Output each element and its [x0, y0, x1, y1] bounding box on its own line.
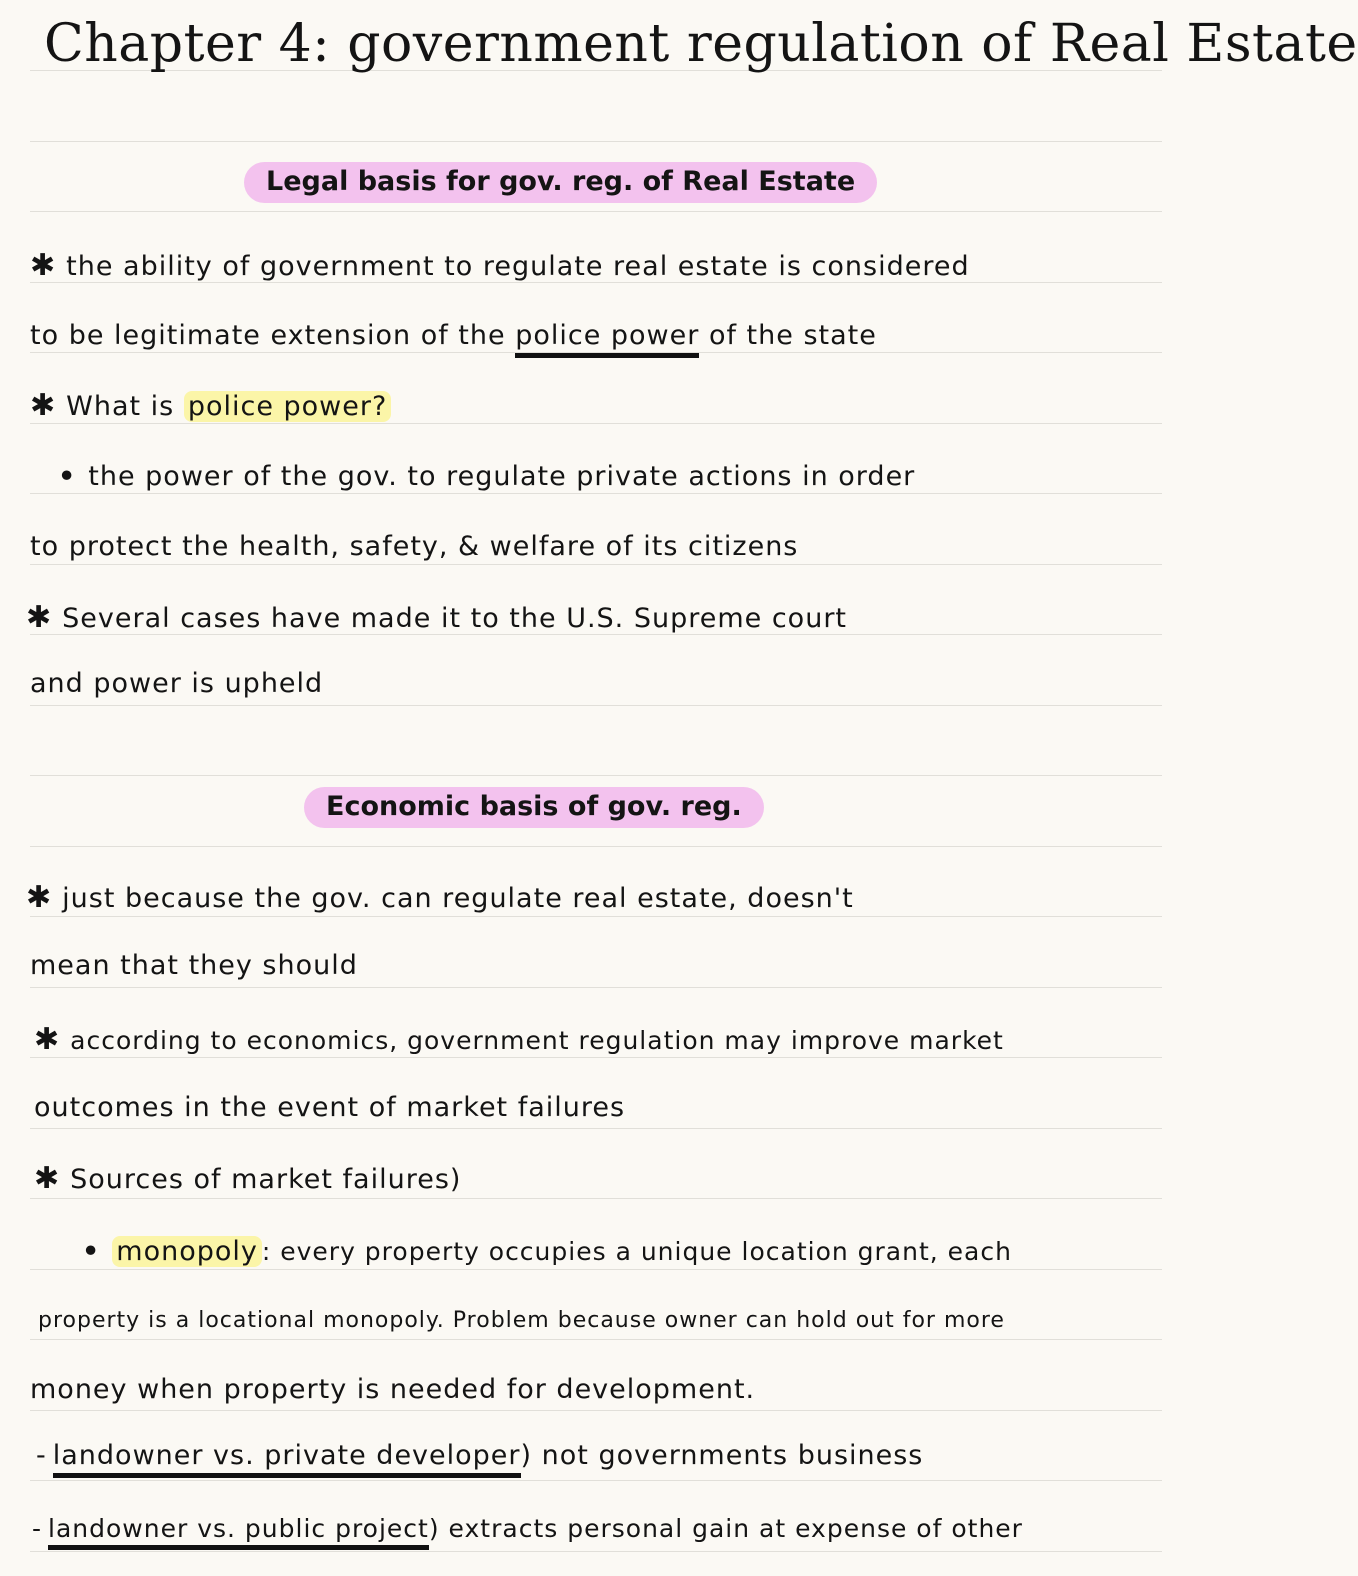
note-text: money when property is needed for development.	[30, 1374, 756, 1405]
note-line	[30, 1374, 755, 1405]
highlighted-term: monopoly	[112, 1236, 262, 1267]
star-icon: ✱	[26, 880, 53, 915]
note-text: just because the gov. can regulate real estate, doesn't	[62, 883, 854, 914]
note-line	[30, 320, 877, 351]
note-line	[30, 388, 391, 423]
dash-bullet: -	[32, 1514, 43, 1543]
star-icon: ✱	[34, 1161, 61, 1196]
star-icon: ✱	[34, 1022, 61, 1057]
star-icon: ✱	[30, 388, 57, 423]
ruled-line	[30, 705, 1162, 706]
note-text: and power is upheld	[30, 668, 324, 699]
ruled-line	[30, 1198, 1162, 1199]
note-text: to protect the health, safety, & welfare of its citizens	[30, 531, 799, 562]
note-text: : every property occupies a unique location grant, each	[261, 1237, 1012, 1266]
note-text: mean that they should	[30, 950, 358, 981]
ruled-line	[30, 916, 1162, 917]
ruled-line	[30, 775, 1162, 776]
note-line	[82, 1236, 1012, 1267]
note-line	[30, 950, 358, 981]
note-text: ) extracts personal gain at expense of other	[428, 1514, 1023, 1543]
note-text: What is	[66, 391, 184, 422]
note-line	[26, 880, 854, 915]
ruled-line	[30, 423, 1162, 424]
ruled-line	[30, 1128, 1162, 1129]
note-line	[30, 248, 970, 283]
star-icon: ✱	[30, 248, 57, 283]
ruled-line	[30, 1057, 1162, 1058]
bullet-icon: •	[82, 1236, 101, 1267]
note-text: property is a locational monopoly. Problem because owner can hold out for more	[38, 1308, 1005, 1333]
note-text: according to economics, government regulation may improve market	[70, 1026, 1004, 1055]
dash-bullet: -	[36, 1440, 47, 1471]
note-text: the power of the gov. to regulate private actions in order	[88, 461, 916, 492]
note-text: the ability of government to regulate real estate is considered	[66, 251, 970, 282]
bullet-icon: •	[58, 461, 77, 492]
underlined-term: landowner vs. public project	[48, 1514, 429, 1550]
section-heading-legal-basis: Legal basis for gov. reg. of Real Estate	[244, 162, 877, 203]
ruled-line	[30, 987, 1162, 988]
ruled-line	[30, 1551, 1162, 1552]
ruled-line	[30, 1410, 1162, 1411]
ruled-line	[30, 1339, 1162, 1340]
star-icon: ✱	[26, 600, 53, 635]
ruled-line	[30, 493, 1162, 494]
ruled-line	[30, 141, 1162, 142]
note-text: Several cases have made it to the U.S. Supreme court	[62, 603, 848, 634]
highlighted-term: police power?	[184, 391, 391, 422]
note-text: ) not governments business	[520, 1440, 924, 1471]
note-line	[36, 1440, 923, 1471]
ruled-line	[30, 564, 1162, 565]
underlined-term: landowner vs. private developer	[53, 1440, 521, 1478]
note-text: of the state	[699, 320, 877, 351]
ruled-line	[30, 1480, 1162, 1481]
section-heading-economic-basis: Economic basis of gov. reg.	[304, 787, 764, 828]
note-line	[58, 461, 915, 492]
ruled-line	[30, 211, 1162, 212]
note-line	[26, 600, 847, 635]
note-line	[30, 668, 323, 699]
ruled-line	[30, 846, 1162, 847]
underlined-term: police power	[515, 320, 699, 358]
page-title: Chapter 4: government regulation of Real Estate	[44, 14, 1358, 74]
note-line	[30, 531, 798, 562]
note-line	[32, 1514, 1023, 1543]
note-line	[34, 1161, 461, 1196]
note-text: Sources of market failures)	[70, 1164, 462, 1195]
note-line	[34, 1092, 625, 1123]
note-line	[38, 1308, 1005, 1333]
note-line	[34, 1022, 1004, 1057]
ruled-line	[30, 1269, 1162, 1270]
note-text: to be legitimate extension of the	[30, 320, 516, 351]
note-text: outcomes in the event of market failures	[34, 1092, 626, 1123]
